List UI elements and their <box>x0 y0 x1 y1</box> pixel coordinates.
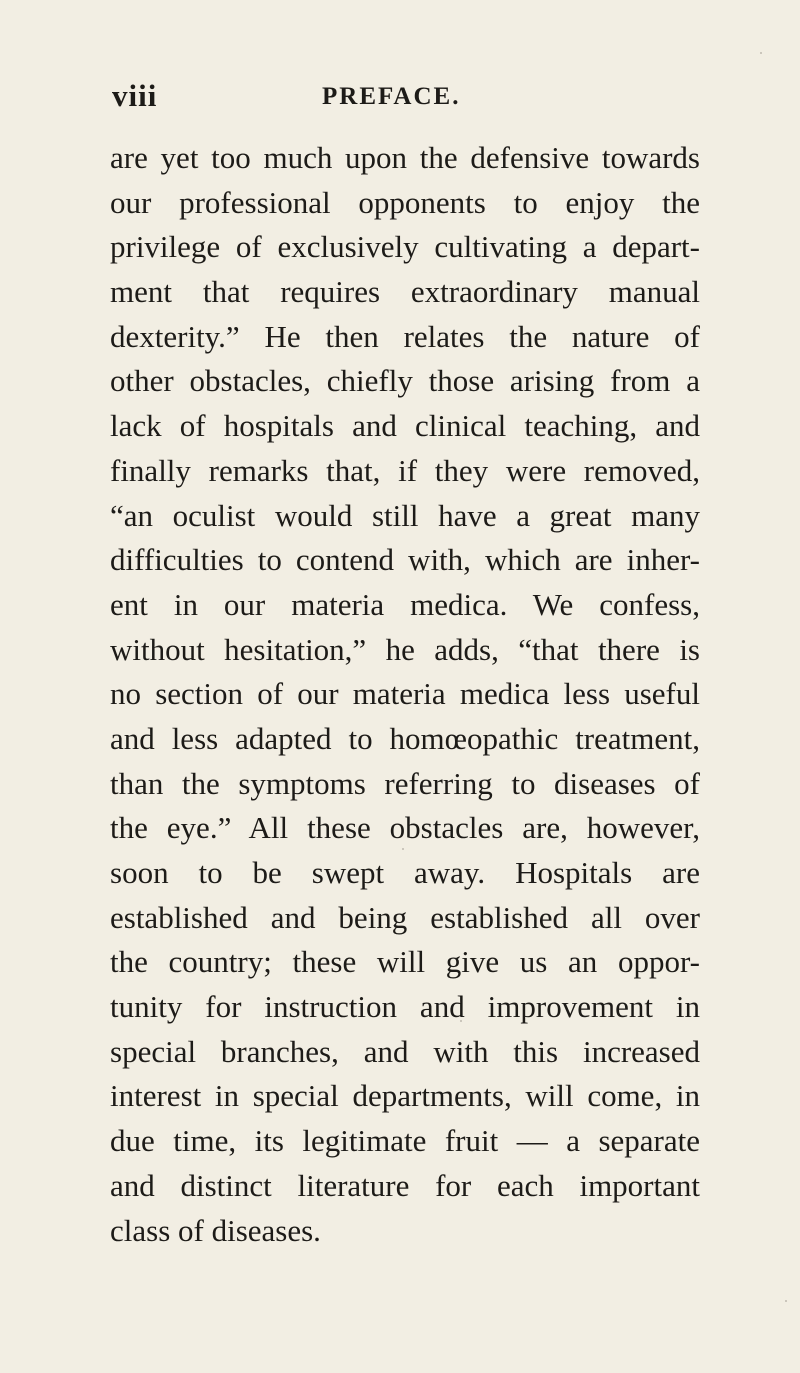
text-line: our professional opponents to enjoy the <box>110 184 700 220</box>
text-line: and less adapted to homœopathic treatment, <box>110 720 700 756</box>
paper-speck <box>402 848 404 850</box>
text-line: than the symptoms referring to diseases of <box>110 765 700 801</box>
text-line: difficulties to contend with, which are inher- <box>110 542 700 578</box>
text-line: established and being established all over <box>110 899 700 935</box>
text-line: the eye.” All these obstacles are, however, <box>110 810 700 846</box>
text-line: special branches, and with this increased <box>110 1033 700 1069</box>
text-line: due time, its legitimate fruit — a separate <box>110 1123 700 1159</box>
text-line: dexterity.” He then relates the nature of <box>110 318 700 354</box>
paper-speck <box>760 52 762 54</box>
running-head: PREFACE. <box>322 83 461 110</box>
text-line: soon to be swept away. Hospitals are <box>110 855 700 890</box>
paper-speck <box>460 1020 462 1022</box>
text-line: without hesitation,” he adds, “that there is <box>110 631 700 667</box>
text-line: lack of hospitals and clinical teaching, and <box>110 408 700 444</box>
text-line-last: class of diseases. <box>110 1212 321 1248</box>
text-line: ment that requires extraordinary manual <box>110 274 700 310</box>
text-line: ent in our materia medica. We confess, <box>110 586 700 622</box>
page-header <box>112 78 742 114</box>
text-line: finally remarks that, if they were removed, <box>110 452 700 488</box>
text-line: interest in special departments, will come, in <box>110 1078 700 1114</box>
text-line: tunity for instruction and improvement in <box>110 989 700 1025</box>
text-line: and distinct literature for each important <box>110 1167 700 1203</box>
text-line: privilege of exclusively cultivating a depart- <box>110 229 700 265</box>
paper-speck <box>785 1300 787 1302</box>
text-line: “an oculist would still have a great many <box>110 497 700 533</box>
text-line: no section of our materia medica less useful <box>110 676 700 712</box>
text-line: are yet too much upon the defensive towards <box>110 140 700 175</box>
page-number: viii <box>112 78 158 113</box>
text-line: the country; these will give us an oppor- <box>110 944 700 980</box>
text-line: other obstacles, chiefly those arising from a <box>110 363 700 399</box>
body-text <box>110 136 700 1253</box>
